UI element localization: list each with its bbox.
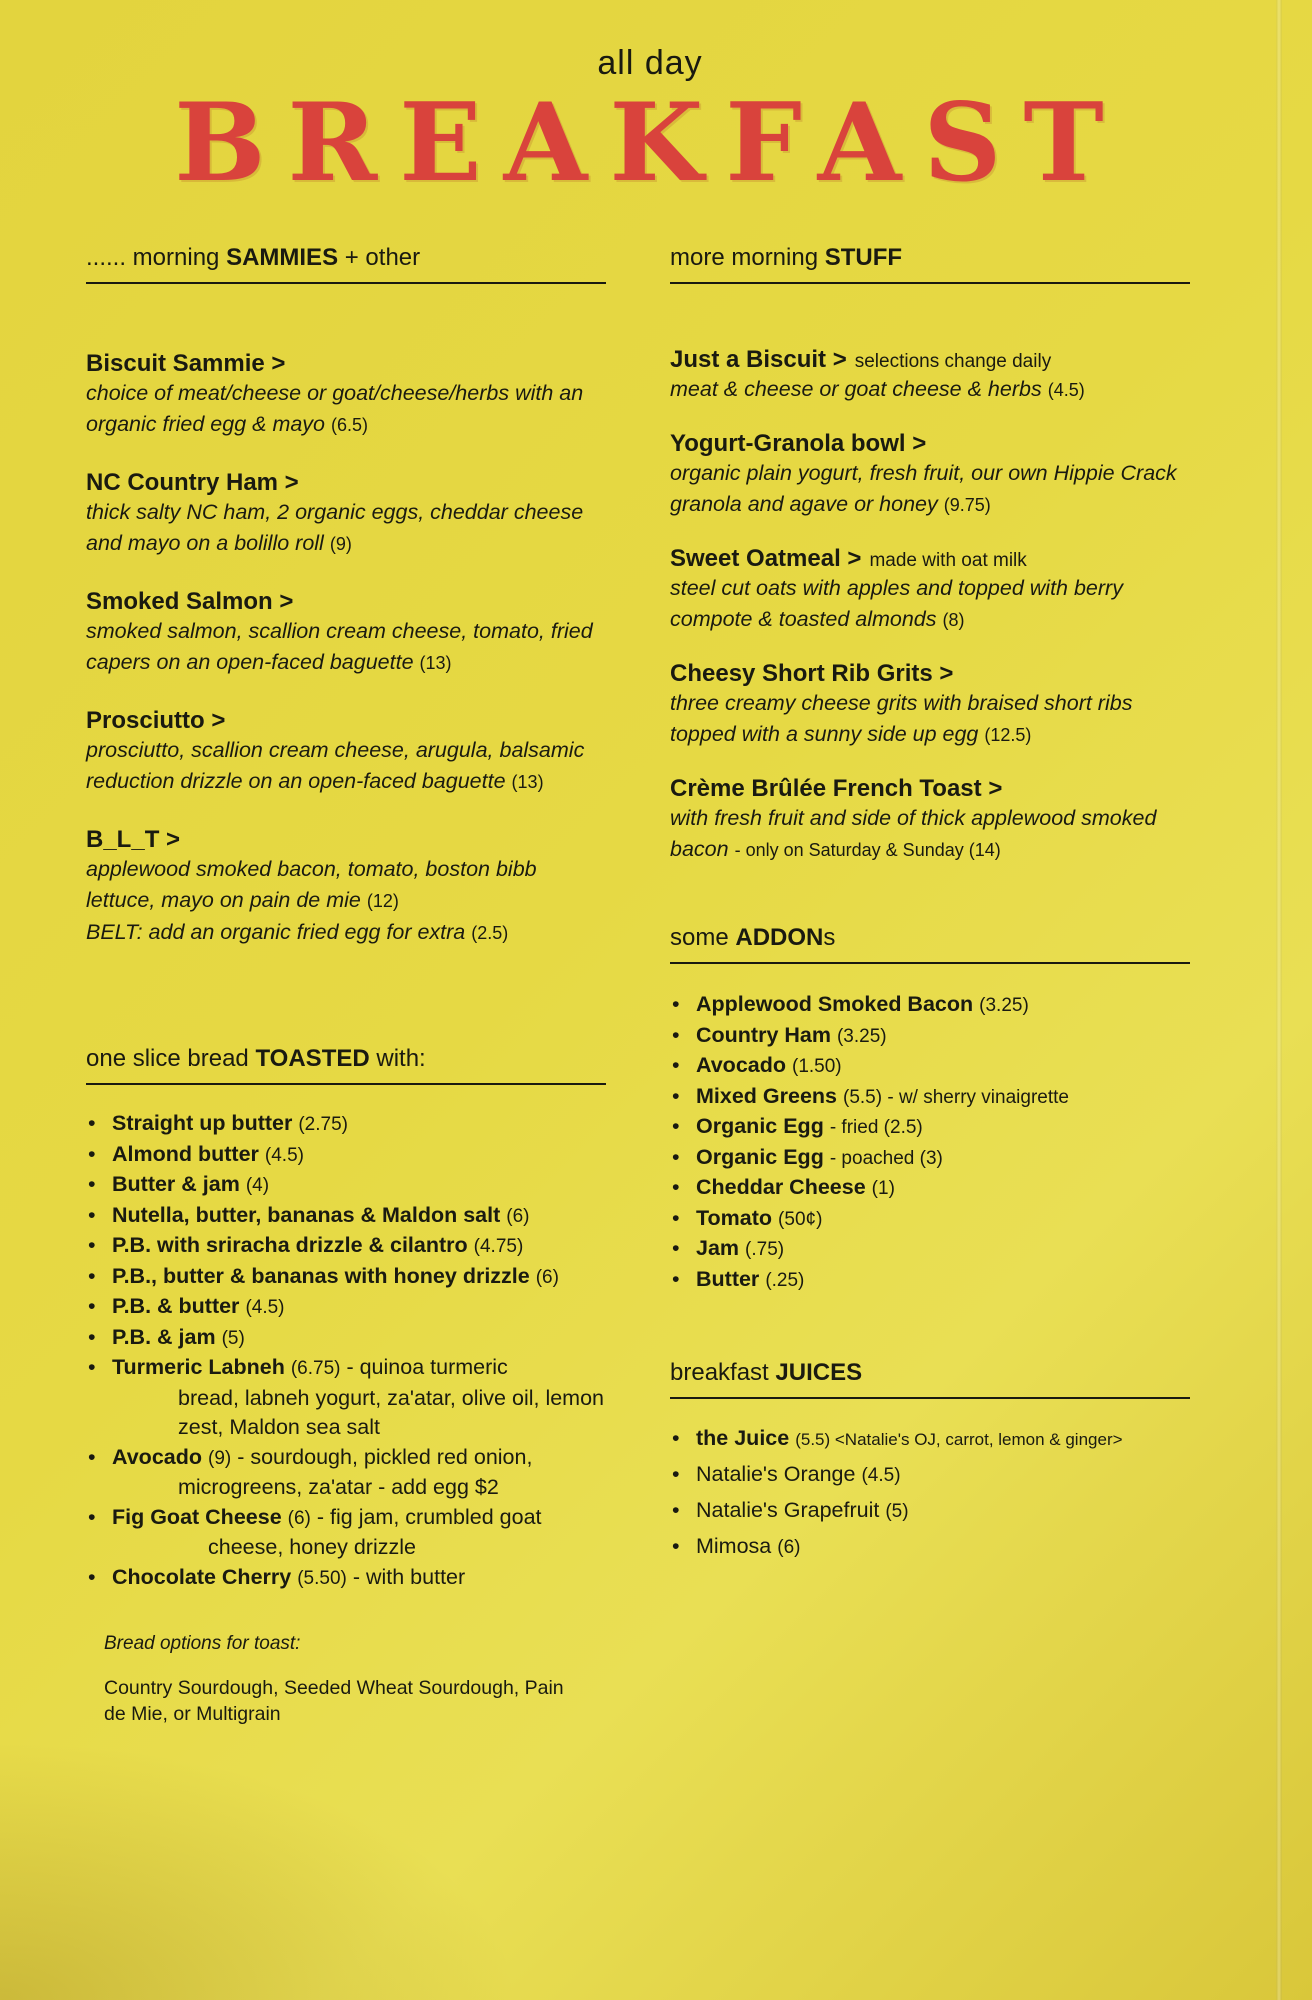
list-item: • Cheddar Cheese (1) <box>670 1173 1230 1204</box>
right-column <box>670 244 1190 1565</box>
addons-heading: some ADDONs <box>670 924 1190 964</box>
menu-title: BREAKFAST <box>174 80 1126 206</box>
sammies-heading: ...... morning SAMMIES + other <box>86 244 606 284</box>
list-item: • Avocado (1.50) <box>670 1051 1230 1082</box>
list-item: • Turmeric Labneh (6.75) - quinoa turmeric bread, labneh yogurt, za'atar, olive oil, lemon zest, Maldon sea salt <box>86 1353 606 1443</box>
list-item: • Mixed Greens (5.5) - w/ sherry vinaigrette <box>670 1082 1230 1113</box>
menu-item-biscuit-sammie: Biscuit Sammie > choice of meat/cheese or goat/cheese/herbs with an organic fried egg & mayo (6.5) <box>86 350 584 436</box>
menu-item-sweet-oatmeal: Sweet Oatmeal > made with oat milk steel cut oats with apples and topped with berry compote & toasted almonds (8) <box>670 545 1123 631</box>
list-item: • Natalie's Grapefruit (5) <box>670 1493 1250 1529</box>
list-item: • Chocolate Cherry (5.50) - with butter <box>86 1563 606 1594</box>
menu-item-yogurt-granola: Yogurt-Granola bowl > organic plain yogurt, fresh fruit, our own Hippie Crack granola and agave or honey (9.75) <box>670 430 1177 516</box>
list-item: • Organic Egg - fried (2.5) <box>670 1112 1230 1143</box>
menu-item-creme-brulee-french-toast: Crème Brûlée French Toast > with fresh fruit and side of thick applewood smoked bacon - only on Saturday & Sunday (14) <box>670 775 1157 861</box>
list-item: • P.B. & jam (5) <box>86 1323 606 1354</box>
list-item: • P.B. with sriracha drizzle & cilantro (4.75) <box>86 1231 606 1262</box>
juices-list <box>670 1421 1250 1565</box>
corner-shadow <box>0 1740 520 2000</box>
list-item: • Straight up butter (2.75) <box>86 1109 606 1140</box>
addons-list <box>670 990 1230 1295</box>
list-item: • Fig Goat Cheese (6) - fig jam, crumbled goat cheese, honey drizzle <box>86 1503 606 1563</box>
list-item: • Organic Egg - poached (3) <box>670 1143 1230 1174</box>
menu-item-blt: B_L_T > applewood smoked bacon, tomato, boston bibb lettuce, mayo on pain de mie (12) BELT: add an organic fried egg for extra (2.5) <box>86 826 537 944</box>
menu-item-smoked-salmon: Smoked Salmon > smoked salmon, scallion cream cheese, tomato, fried capers on an open-faced baguette (13) <box>86 588 593 674</box>
menu-item-prosciutto: Prosciutto > prosciutto, scallion cream cheese, arugula, balsamic reduction drizzle on an open-faced baguette (13) <box>86 707 585 793</box>
list-item: • Mimosa (6) <box>670 1529 1250 1565</box>
list-item: • the Juice (5.5) <Natalie's OJ, carrot, lemon & ginger> <box>670 1421 1250 1457</box>
list-item: • Butter (.25) <box>670 1265 1230 1296</box>
list-item: • Almond butter (4.5) <box>86 1140 606 1171</box>
list-item: • Avocado (9) - sourdough, pickled red onion, microgreens, za'atar - add egg $2 <box>86 1443 606 1503</box>
list-item: • Natalie's Orange (4.5) <box>670 1457 1250 1493</box>
list-item: • Nutella, butter, bananas & Maldon salt (6) <box>86 1201 606 1232</box>
list-item: • P.B. & butter (4.5) <box>86 1292 606 1323</box>
menu-header <box>0 44 1280 206</box>
menu-item-cheesy-short-rib-grits: Cheesy Short Rib Grits > three creamy cheese grits with braised short ribs topped with a sunny side up egg (12.5) <box>670 660 1133 746</box>
list-item: • Tomato (50¢) <box>670 1204 1230 1235</box>
bread-options-label: Bread options for toast: <box>104 1633 301 1654</box>
bread-options <box>86 1633 606 1727</box>
toast-heading: one slice bread TOASTED with: <box>86 1045 606 1085</box>
menu-subtitle: all day <box>597 44 703 82</box>
bread-options-list: Country Sourdough, Seeded Wheat Sourdough, Pain de Mie, or Multigrain <box>104 1677 564 1725</box>
list-item: • Jam (.75) <box>670 1234 1230 1265</box>
menu-item-just-a-biscuit: Just a Biscuit > selections change daily meat & cheese or goat cheese & herbs (4.5) <box>670 346 1085 401</box>
list-item: • Butter & jam (4) <box>86 1170 606 1201</box>
list-item: • Country Ham (3.25) <box>670 1021 1230 1052</box>
page-fold <box>1276 0 1282 2000</box>
juices-heading: breakfast JUICES <box>670 1359 1190 1399</box>
stuff-heading: more morning STUFF <box>670 244 1190 284</box>
left-column <box>86 244 606 1727</box>
menu-item-nc-country-ham: NC Country Ham > thick salty NC ham, 2 organic eggs, cheddar cheese and mayo on a bolillo roll (9) <box>86 469 584 555</box>
list-item: • Applewood Smoked Bacon (3.25) <box>670 990 1230 1021</box>
list-item: • P.B., butter & bananas with honey drizzle (6) <box>86 1262 606 1293</box>
toast-list <box>86 1109 606 1593</box>
